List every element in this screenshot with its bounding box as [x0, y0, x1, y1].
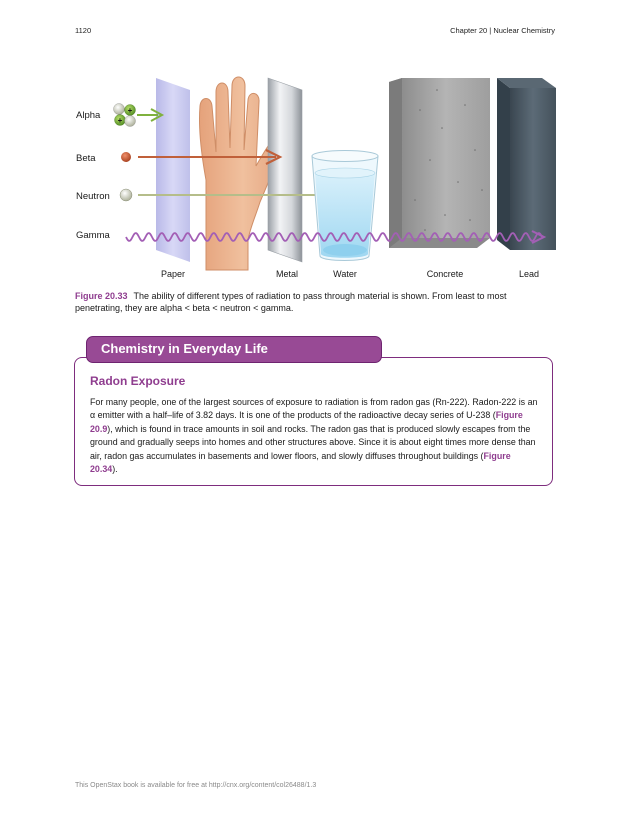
figure-caption-text: The ability of different types of radiation to pass through material is shown. From least to most penetrating, they are alpha < beta < neutron < gamma.: [75, 291, 507, 313]
figure-caption: [75, 290, 555, 314]
label-concrete: Concrete: [426, 269, 464, 279]
alpha-plus-sign: +: [127, 106, 133, 115]
label-paper: Paper: [160, 269, 186, 279]
feature-box-body: [90, 396, 540, 476]
feature-box-title: Radon Exposure: [90, 374, 186, 388]
feature-text: For many people, one of the largest sources of exposure to radiation is from radon gas (Rn-222). Radon-222 is an α emitter with a half–life of 3.82 days. It is one of the products of the radioactive decay series of U-238 (: [90, 397, 538, 421]
feature-text: ).: [112, 464, 118, 475]
alpha-particle: [114, 104, 136, 127]
label-alpha: Alpha: [76, 110, 101, 121]
beta-particle: [121, 152, 131, 162]
running-header: Chapter 20 | Nuclear Chemistry: [450, 26, 555, 35]
lead-block: [497, 78, 556, 250]
page-footer: This OpenStax book is available for free at http://cnx.org/content/col26488/1.3: [75, 782, 317, 789]
figure-link[interactable]: Figure 20.34: [90, 450, 511, 475]
label-gamma: Gamma: [76, 230, 110, 241]
neutron-particle: [120, 189, 132, 201]
feature-box-tab: Chemistry in Everyday Life: [86, 336, 382, 363]
label-beta: Beta: [76, 153, 96, 164]
label-neutron: Neutron: [76, 191, 110, 202]
feature-text: ), which is found in trace amounts in soil and rocks. The radon gas that is produced slowly escapes from the ground and gradually seeps into homes and other structures above. Since it is about eight times more dense than air, radon gas accumulates in basements and lower floors, and slowly diffuses throughout buildings (: [90, 423, 536, 461]
label-lead: Lead: [518, 269, 540, 279]
figure-number: Figure 20.33: [75, 291, 128, 301]
label-metal: Metal: [275, 269, 299, 279]
figure-link[interactable]: Figure 20.9: [90, 410, 523, 434]
water-glass: [312, 151, 378, 261]
page-number: 1120: [75, 26, 92, 35]
radiation-penetration-figure: [70, 70, 560, 285]
concrete-block: [389, 78, 490, 248]
label-water: Water: [333, 269, 357, 279]
alpha-plus-sign: +: [117, 116, 123, 125]
metal-sheet: [268, 78, 302, 262]
